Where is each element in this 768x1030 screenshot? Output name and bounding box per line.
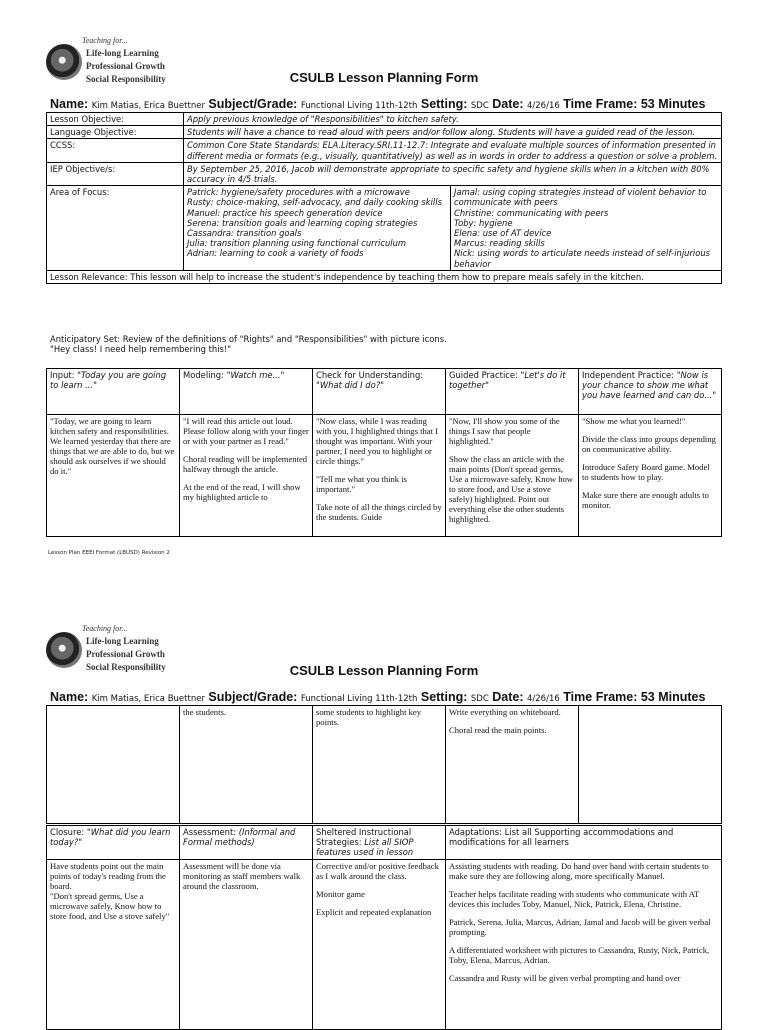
objectives-table <box>46 112 722 284</box>
logo-line: Teaching for... <box>82 624 128 633</box>
closure-content: Have students point out the main points of today's reading from the board. "Don't spread germs, Use a microwave safely, Know how to store food, and Use a stove safely" <box>47 859 180 1029</box>
name-value: Kim Matias, Erica Buettner <box>91 101 205 111</box>
check-understanding-content: "Now class, while I was reading with you, I highlighted things that I thought was important. With your partner, I need you to highlight or circle things." "Tell me what you think is important." Take note of all the things circled by the students. Guide <box>313 415 446 537</box>
ccss-standard: Common Core State Standards: ELA.Literacy.SRI.11-12.7: Integrate and evaluate multiple sources of information presented in different media or formats (e.g., visually, quantitatively) as well as in words in order to address a question or solve a problem. <box>184 139 722 162</box>
anticipatory-text: Review of the definitions of "Rights" and "Responsibilities" with picture icons. <box>122 334 447 344</box>
eeei-table <box>46 368 722 537</box>
adaptations-header: Adaptations: List all Supporting accommodations and modifications for all learners <box>446 826 722 860</box>
input-content: "Today, we are going to learn kitchen safety and responsibilities. We learned yesterday that there are things that we are able to do, but we should ask ourselves if we should do it." <box>47 415 180 537</box>
iep-objective: By September 25, 2016, Jacob will demonstrate appropriate to specific safety and hygiene skills when in a kitchen with 80% accuracy in 4/5 trials. <box>184 162 722 185</box>
subject-label: Subject/Grade: <box>208 97 298 111</box>
focus-item: Christine: communicating with peers <box>454 207 609 218</box>
logo-line: Social Responsibility <box>86 662 166 672</box>
assessment-content: Assessment will be done via monitoring as staff members walk around the classroom. <box>180 859 313 1029</box>
check-understanding-content-cont: some students to highlight key points. <box>313 706 446 824</box>
page-title: CSULB Lesson Planning Form <box>289 70 479 85</box>
sheltered-strategies-content: Corrective and/or positive feedback as I walk around the class. Monitor game Explicit and repeated explanation <box>313 859 446 1029</box>
lesson-relevance: Lesson Relevance: This lesson will help to increase the student's independence by teaching them how to prepare meals safely in the kitchen. <box>47 270 722 283</box>
focus-item: Rusty: choice-making, self-advocacy, and daily cooking skills <box>187 197 442 208</box>
guided-practice-content: "Now, I'll show you some of the things I saw that people highlighted." Show the class an article with the main points (Don't spread germs, Use a microwave safely, Know how to store food, and Use a stove safely) highlighted. Point out everything else the other students highlighted. <box>446 415 579 537</box>
ccss-label: CCSS: <box>47 139 184 162</box>
focus-item: Nick: using words to articulate needs instead of self-injurious behavior <box>454 248 711 269</box>
check-understanding-header: Check for Understanding: "What did I do?" <box>313 369 446 415</box>
guided-practice-header: Guided Practice: "Let's do it together" <box>446 369 579 415</box>
anticipatory-set <box>50 334 720 354</box>
date-value: 4/26/16 <box>527 101 560 111</box>
area-of-focus-left <box>184 186 451 271</box>
input-content-cont <box>47 706 180 824</box>
focus-item: Marcus: reading skills <box>454 238 545 249</box>
focus-item: Manuel: practice his speech generation device <box>187 207 383 218</box>
logo-line: Life-long Learning <box>86 636 159 646</box>
logo-line: Social Responsibility <box>86 74 166 84</box>
modeling-header: Modeling: "Watch me..." <box>180 369 313 415</box>
area-of-focus-right <box>451 186 722 271</box>
setting-label: Setting: <box>420 97 468 111</box>
assessment-header: Assessment: (Informal and Formal methods) <box>180 826 313 860</box>
lesson-objective: Apply previous knowledge of "Responsibilities" to kitchen safety. <box>184 113 722 126</box>
iep-objective-label: IEP Objective/s: <box>47 162 184 185</box>
focus-item: Julia: transition planning using functional curriculum <box>187 238 407 249</box>
language-objective-label: Language Objective: <box>47 126 184 139</box>
modeling-content: "I will read this article out loud. Please follow along with your finger or with your partner as I read." Choral reading will be implemented halfway through the article. At the end of the read, I will show my highlighted article to <box>180 415 313 537</box>
focus-item: Patrick: hygiene/safety procedures with a microwave <box>187 187 410 198</box>
modeling-content-cont: the students. <box>180 706 313 824</box>
page-title: CSULB Lesson Planning Form <box>289 663 479 678</box>
independent-practice-header: Independent Practice: "Now is your chance to show me what you have learned and can do..." <box>579 369 722 415</box>
focus-item: Toby: hygiene <box>454 217 513 228</box>
focus-item: Adrian: learning to cook a variety of foods <box>187 248 364 259</box>
logo-line: Professional Growth <box>86 61 165 71</box>
eeei-table-continued <box>46 705 722 824</box>
independent-practice-content: "Show me what you learned!" Divide the class into groups depending on communicative ability. Introduce Safety Board game. Model to students how to play. Make sure there are enough adults to monitor. <box>579 415 722 537</box>
setting-value: SDC <box>470 101 489 111</box>
closure-header: Closure: "What did you learn today?" <box>47 826 180 860</box>
independent-practice-content-cont <box>579 706 722 824</box>
lesson-objective-label: Lesson Objective: <box>47 113 184 126</box>
sheltered-strategies-header: Sheltered Instructional Strategies: List all SIOP features used in lesson <box>313 826 446 860</box>
guided-practice-content-cont: Write everything on whiteboard. Choral read the main points. <box>446 706 579 824</box>
adaptations-content: Assisting students with reading. Do hand over hand with certain students to make sure they are following along, more specifically Manuel. Teacher helps facilitate reading with students who communicate with AT devices this includes Toby, Manuel, Nick, Patrick, Elena, Christine. Patrick, Serena, Julia, Marcus, Adrian, Jamal and Jacob will be given verbal prompting. A differentiated worksheet with pictures to Cassandra, Rusty, Nick, Patrick, Toby, Elena, Marcus, Adrian. Cassandra and Rusty will be given verbal prompting and hand over <box>446 859 722 1029</box>
logo-line: Life-long Learning <box>86 48 159 58</box>
footer-revision: Lesson Plan EEEI Format (LBUSD) Revision 2 <box>48 550 170 556</box>
focus-item: Serena: transition goals and learning coping strategies <box>187 217 418 228</box>
logo-line: Professional Growth <box>86 649 165 659</box>
timeframe-label: Time Frame: <box>563 97 638 111</box>
focus-item: Cassandra: transition goals <box>187 228 302 239</box>
name-label: Name: <box>50 97 89 111</box>
area-of-focus-label: Area of Focus: <box>47 186 184 271</box>
name-line: Name: Kim Matias, Erica Buettner Subject/Grade: Functional Living 11th-12th Setting: SDC Date: 4/26/16 Time Frame: 53 Minutes <box>50 690 706 704</box>
anticipatory-quote: "Hey class! I need help remembering this!" <box>50 344 232 355</box>
name-line <box>50 97 730 111</box>
timeframe-value: 53 Minutes <box>640 97 706 111</box>
anticipatory-label: Anticipatory Set: <box>50 334 121 344</box>
focus-item: Jamal: using coping strategies instead of violent behavior to communicate with peers <box>454 187 707 208</box>
language-objective: Students will have a chance to read aloud with peers and/or follow along. Students will have a guided read of the lesson. <box>184 126 722 139</box>
subject-value: Functional Living 11th-12th <box>300 101 418 111</box>
date-label: Date: <box>492 97 524 111</box>
logo-line: Teaching for... <box>82 36 128 45</box>
closure-table <box>46 825 722 1030</box>
focus-item: Elena: use of AT device <box>454 228 552 239</box>
input-header: Input: "Today you are going to learn ..." <box>47 369 180 415</box>
